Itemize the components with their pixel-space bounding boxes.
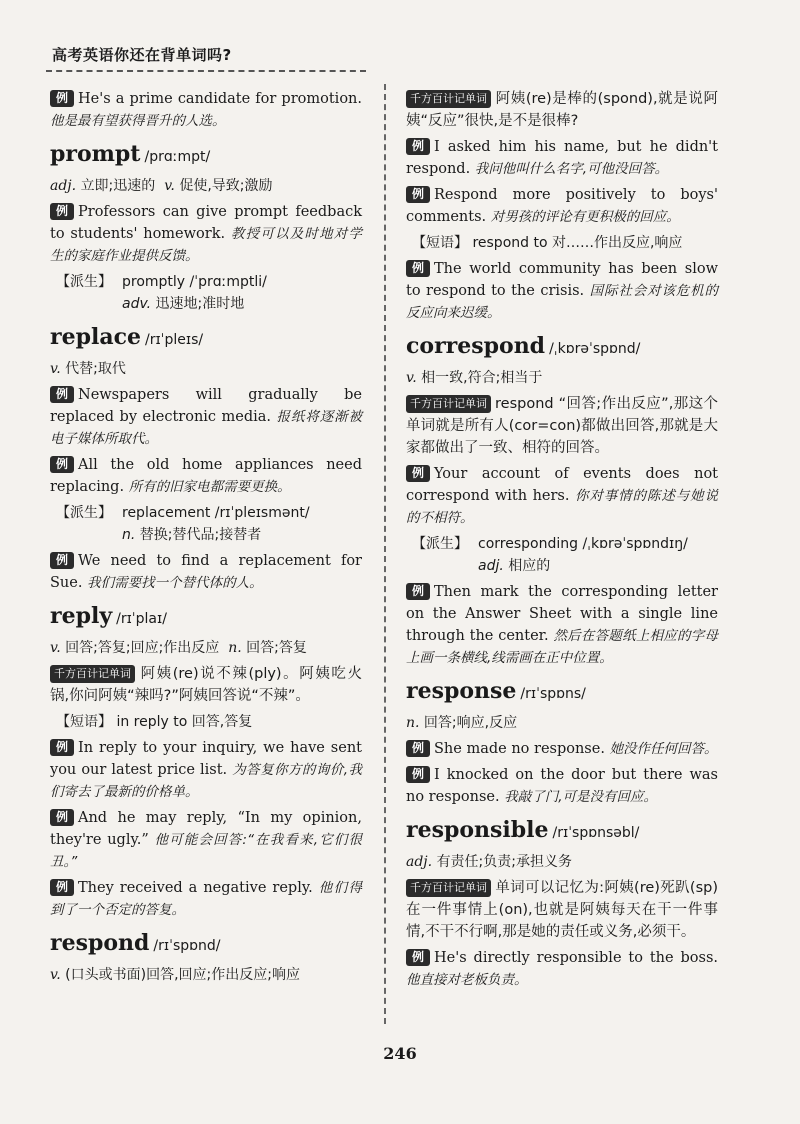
example-zh: 国际社会对该危机的反应向来迟缓。: [406, 283, 719, 321]
definition: [406, 712, 718, 734]
example: [50, 550, 362, 594]
example: [406, 184, 718, 228]
part-of-speech: v.: [50, 967, 61, 983]
definition-text: 替换;替代品;接替者: [139, 527, 262, 543]
memory-text: respond “回答;作出反应”,那这个单词就是所有人(cor=con)都做出回答,那就是大家都做出了一致、相符的回答。: [406, 396, 718, 456]
example-en: Newspapers will gradually be replaced by electronic media.: [50, 387, 362, 425]
example-zh: 我问他叫什么名字,可他没回答。: [474, 161, 669, 177]
phrase: [412, 232, 718, 254]
headword-response: [406, 677, 718, 708]
example: [406, 947, 718, 991]
part-of-speech: n.: [228, 640, 242, 656]
part-of-speech: v.: [406, 370, 417, 386]
example-en: Respond more positively to boys' comments.: [406, 187, 718, 225]
memory-tag: 千方百计记单词: [406, 879, 491, 897]
definition-text: 立即;迅速的: [80, 178, 156, 194]
example-zh: 你对事情的陈述与她说的不相符。: [406, 488, 718, 526]
example: [50, 384, 362, 450]
example-zh: 报纸将逐渐被电子媒体所取代。: [50, 409, 362, 447]
example: [406, 738, 718, 760]
example-zh: 然后在答题纸上相应的字母上画一条横线,线需画在正中位置。: [406, 628, 718, 666]
part-of-speech: adj.: [478, 558, 504, 574]
example-icon: 例: [50, 879, 74, 896]
derived-word: corresponding /ˌkɒrəˈspɒndɪŋ/: [478, 536, 688, 552]
definition-text: 代替;取代: [65, 361, 126, 377]
phonetic: /rɪˈspɒnsəbl/: [552, 825, 640, 841]
example-icon: 例: [406, 138, 430, 155]
example: [406, 258, 718, 324]
phrase-text: in reply to 回答,答复: [116, 714, 253, 730]
example-en: Your account of events does not correspond with hers.: [406, 466, 718, 504]
example-icon: 例: [50, 809, 74, 826]
example-icon: 例: [50, 386, 74, 403]
memory-tip: [406, 88, 718, 132]
definition-text: 回答;答复;回应;作出反应: [65, 640, 220, 656]
example-en: She made no response.: [434, 741, 605, 757]
headword-prompt: [50, 140, 362, 171]
derived-word: promptly /ˈprɑːmptli/: [122, 274, 267, 290]
memory-tip: [406, 877, 718, 943]
example-icon: 例: [406, 260, 430, 277]
part-of-speech: v.: [50, 361, 61, 377]
example-icon: 例: [406, 465, 430, 482]
example-en: Then mark the corresponding letter on the Answer Sheet with a single line through the center.: [406, 584, 718, 644]
phonetic: /rɪˈspɒns/: [520, 686, 586, 702]
headword: reply: [50, 603, 113, 629]
phrase-label: 【短语】: [56, 714, 112, 730]
example-en: Professors can give prompt feedback to students' homework.: [50, 204, 362, 242]
example-icon: 例: [50, 90, 74, 107]
example-zh: 他直接对老板负责。: [406, 972, 528, 988]
memory-tag: 千方百计记单词: [406, 395, 491, 413]
example: [50, 88, 362, 132]
example: [406, 463, 718, 529]
example-zh: 他们得到了一个否定的答复。: [50, 880, 362, 918]
derived-label: 【派生】: [412, 536, 468, 552]
left-column: [50, 88, 362, 990]
definition: [406, 367, 718, 389]
headword: respond: [50, 930, 150, 956]
example: [50, 737, 362, 803]
headword-correspond: [406, 332, 718, 363]
memory-text: 阿姨(re)说不辣(ply)。阿姨吃火锅,你问阿姨“辣吗?”阿姨回答说“不辣”。: [50, 666, 362, 704]
phonetic: /rɪˈplaɪ/: [116, 611, 167, 627]
example: [406, 764, 718, 808]
example-en: I knocked on the door but there was no response.: [406, 767, 718, 805]
example-icon: 例: [406, 949, 430, 966]
definition-text: 回答;响应,反应: [423, 715, 518, 731]
example: [406, 581, 718, 669]
headword-respond: [50, 929, 362, 960]
phonetic: /rɪˈspɒnd/: [153, 938, 221, 954]
part-of-speech: adj.: [50, 178, 77, 194]
phonetic: /rɪˈpleɪs/: [144, 332, 204, 348]
example-icon: 例: [50, 456, 74, 473]
derivative: [56, 502, 362, 546]
phonetic: /ˌkɒrəˈspɒnd/: [549, 341, 641, 357]
definition-text: (口头或书面)回答,回应;作出反应;响应: [65, 967, 300, 983]
example-en: He's directly responsible to the boss.: [434, 950, 718, 966]
headword-replace: [50, 323, 362, 354]
memory-tip: [406, 393, 718, 459]
phrase: [56, 711, 362, 733]
part-of-speech: adv.: [122, 296, 152, 312]
memory-tag: 千方百计记单词: [406, 90, 491, 108]
example-zh: 我敲了门,可是没有回应。: [504, 789, 658, 805]
example-en: They received a negative reply.: [78, 880, 313, 896]
headword: responsible: [406, 817, 549, 843]
example-icon: 例: [406, 766, 430, 783]
definition-text: 相一致,符合;相当于: [421, 370, 543, 386]
definition: [50, 637, 362, 659]
derivative: [56, 271, 362, 315]
memory-tip: [50, 663, 362, 707]
part-of-speech: v.: [50, 640, 61, 656]
headword-responsible: [406, 816, 718, 847]
example-en: And he may reply, “In my opinion, they're ugly.”: [50, 810, 362, 848]
phonetic: /prɑːmpt/: [144, 149, 211, 165]
example: [50, 877, 362, 921]
derived-label: 【派生】: [56, 274, 112, 290]
phrase-text: respond to 对……作出反应,响应: [472, 235, 683, 251]
definition-text: 回答;答复: [246, 640, 307, 656]
derived-label: 【派生】: [56, 505, 112, 521]
example-icon: 例: [50, 552, 74, 569]
memory-text: 阿姨(re)是棒的(spond),就是说阿姨“反应”很快,是不是很棒?: [406, 91, 718, 129]
headword: replace: [50, 324, 141, 350]
definition: [50, 175, 362, 197]
definition-text: 促使,导致;激励: [179, 178, 273, 194]
example-icon: 例: [406, 583, 430, 600]
part-of-speech: v.: [164, 178, 175, 194]
memory-tag: 千方百计记单词: [50, 665, 135, 683]
page-number: 246: [383, 1044, 417, 1063]
definition: [406, 851, 718, 873]
example-zh: 她没作任何回答。: [609, 741, 718, 757]
example-en: I asked him his name, but he didn't respond.: [406, 139, 718, 177]
definition-text: 有责任;负责;承担义务: [436, 854, 572, 870]
example-icon: 例: [406, 186, 430, 203]
example-en: He's a prime candidate for promotion.: [78, 91, 362, 107]
example-zh: 教授可以及时地对学生的家庭作业提供反馈。: [50, 226, 363, 264]
example-en: The world community has been slow to respond to the crisis.: [406, 261, 718, 299]
example-zh: 我们需要找一个替代体的人。: [87, 575, 263, 591]
headword: correspond: [406, 333, 546, 359]
definition-text: 迅速地;准时地: [155, 296, 245, 312]
example: [50, 201, 362, 267]
column-divider: [384, 84, 386, 1024]
definition-text: 相应的: [508, 558, 551, 574]
example-icon: 例: [50, 203, 74, 220]
part-of-speech: n.: [122, 527, 136, 543]
example: [50, 454, 362, 498]
example-zh: 他可能会回答:“在我看来,它们很丑。”: [50, 832, 362, 870]
example-zh: 为答复你方的询价,我们寄去了最新的价格单。: [50, 762, 363, 800]
example: [406, 136, 718, 180]
right-column: [406, 88, 718, 995]
part-of-speech: adj.: [406, 854, 433, 870]
headword: prompt: [50, 141, 141, 167]
part-of-speech: n.: [406, 715, 420, 731]
derivative: [412, 533, 718, 577]
definition: [50, 358, 362, 380]
example-zh: 对男孩的评论有更积极的回应。: [490, 209, 680, 225]
example-en: All the old home appliances need replacing.: [50, 457, 362, 495]
example: [50, 807, 362, 873]
example-zh: 所有的旧家电都需要更换。: [128, 479, 291, 495]
example-en: In reply to your inquiry, we have sent you our latest price list.: [50, 740, 362, 778]
headword-reply: [50, 602, 362, 633]
derived-word: replacement /rɪˈpleɪsmənt/: [122, 505, 310, 521]
memory-text: 单词可以记忆为:阿姨(re)死趴(sp)在一件事情上(on),也就是阿姨每天在干一件事情,不干不行啊,那是她的责任或义务,必须干。: [406, 880, 718, 940]
example-zh: 他是最有望获得晋升的人选。: [50, 113, 226, 129]
example-en: We need to find a replacement for Sue.: [50, 553, 362, 591]
headword: response: [406, 678, 517, 704]
example-icon: 例: [406, 740, 430, 757]
definition: [50, 964, 362, 986]
running-header: 高考英语你还在背单词吗?: [52, 46, 232, 64]
example-icon: 例: [50, 739, 74, 756]
header-rule: [46, 70, 366, 72]
phrase-label: 【短语】: [412, 235, 468, 251]
